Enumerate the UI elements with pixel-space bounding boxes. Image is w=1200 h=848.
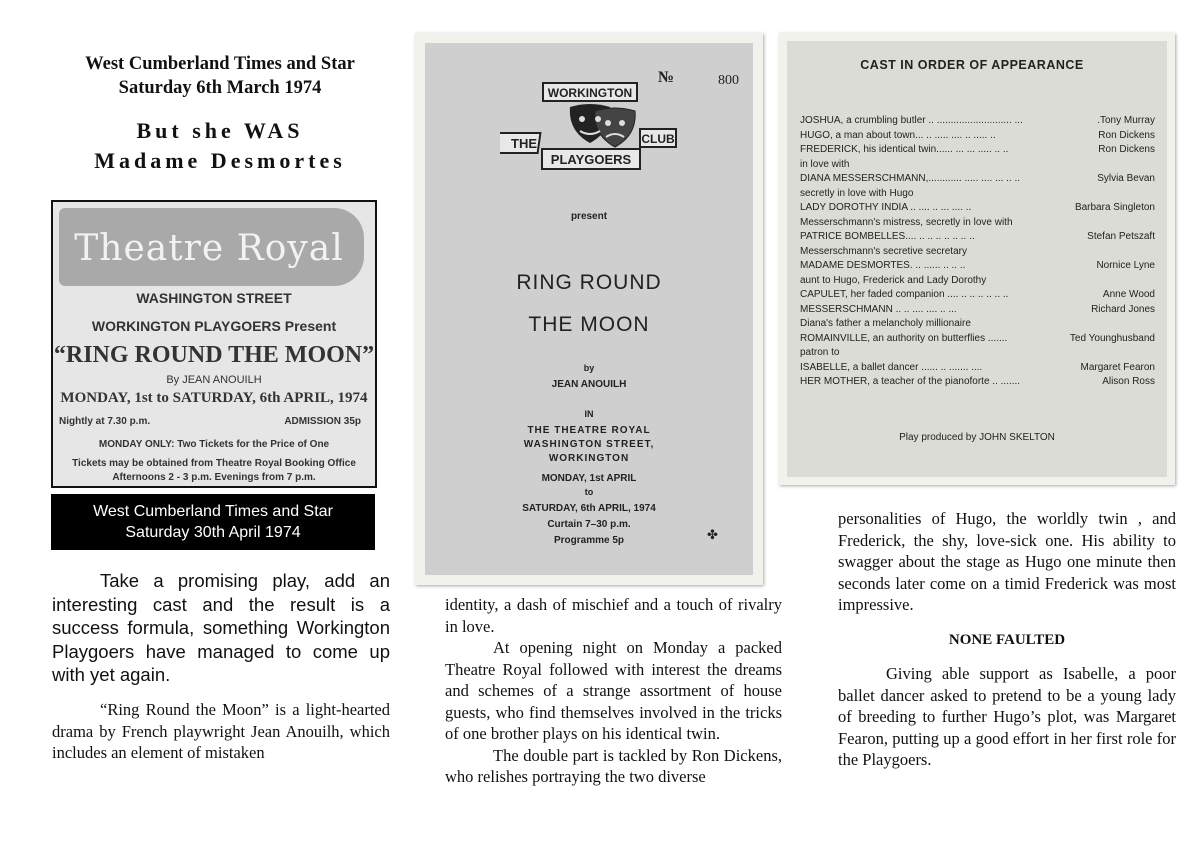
cast-actor: Ron Dickens (1098, 144, 1155, 155)
review-paragraph-1: “Ring Round the Moon” is a light-hearted drama by French playwright Jean Anouilh, which includes an element of mistaken (52, 700, 390, 762)
cast-row (800, 332, 1155, 347)
advert-hours: Afternoons 2 - 3 p.m. Evenings from 7 p.m. (112, 472, 316, 483)
programme-price: Programme 5p (553, 535, 625, 546)
cast-actor: Ron Dickens (1098, 129, 1155, 141)
review-lead: Take a promising play, add an interesting cast and the result is a success formula, something Workington Playgoers have managed to come up with yet again. (52, 570, 390, 685)
cast-role: CAPULET, her faded companion .... .. .. .. .. .. .. (800, 289, 1009, 300)
cast-description: Messerschmann's secretive secretary (800, 245, 967, 257)
review-paragraph-6: Giving able support as Isabelle, a poor ballet dancer asked to pretend to be a young lady of breeding to further Hugo’s plot, was Margaret Fearon, putting up a good effort in her first role for the Playgoers. (838, 664, 1176, 769)
cast-description: aunt to Hugo, Frederick and Lady Dorothy (800, 274, 987, 286)
cast-list-page (787, 41, 1167, 477)
logo-top-text: WORKINGTON (547, 86, 633, 100)
theatre-name: Theatre Royal (74, 228, 344, 269)
cast-row (800, 259, 1155, 274)
cast-actor: Nornice Lyne (1096, 260, 1155, 271)
cast-actor: Stefan Petszaft (1087, 231, 1155, 242)
logo-right-text: CLUB (641, 132, 675, 146)
review-column-middle (445, 594, 782, 788)
programme-venue-3: WORKINGTON (548, 453, 630, 464)
programme-author: JEAN ANOUILH (551, 379, 627, 390)
cast-row (800, 172, 1155, 187)
programme-venue-2: WASHINGTON STREET, (523, 439, 655, 450)
cast-actor: Sylvia Bevan (1097, 173, 1155, 184)
cast-row (800, 288, 1155, 303)
headline-line-2: Madame Desmortes (94, 148, 346, 173)
newspaper-header (40, 52, 400, 100)
newspaper-name: West Cumberland Times and Star (85, 54, 355, 74)
review-paragraph-3: At opening night on Monday a packed Theatre Royal followed with interest the dreams and schemes of a strange assortment of house guests, who find themselves involved in the tricks of one brother plays on his identical twin. (445, 638, 782, 743)
cast-description: secretly in love with Hugo (800, 187, 914, 199)
programme-title-line-1: RING ROUND (516, 271, 662, 294)
programme-in: IN (584, 409, 594, 419)
advert-dates: MONDAY, 1st to SATURDAY, 6th APRIL, 1974 (60, 390, 368, 406)
cast-description: Messerschmann's mistress, secretly in love with (800, 216, 1013, 228)
programme-title-line-2: THE MOON (528, 313, 650, 336)
programme-number-label: № (658, 69, 675, 86)
article-headline (40, 116, 400, 176)
programme-start-date: MONDAY, 1st APRIL (541, 473, 637, 484)
cast-actor: Barbara Singleton (1074, 202, 1155, 213)
cast-row (800, 361, 1155, 376)
cast-role: JOSHUA, a crumbling butler .. ........................... ... (800, 115, 1023, 126)
programme-cover (415, 33, 763, 585)
producer-credit: Play produced by JOHN SKELTON (899, 432, 1055, 443)
advert-nightly: Nightly at 7.30 p.m. (59, 416, 151, 427)
cast-actor: Ted Younghusband (1069, 332, 1155, 344)
logo-left-text: THE (511, 136, 537, 151)
newspaper-date: Saturday 6th March 1974 (118, 78, 322, 98)
programme-end-date: SATURDAY, 6th APRIL, 1974 (522, 503, 656, 514)
cast-row (800, 303, 1155, 318)
cast-role: ROMAINVILLE, an authority on butterflies ....... (800, 332, 1008, 344)
caption-paper: West Cumberland Times and Star (93, 503, 333, 520)
cast-title: CAST IN ORDER OF APPEARANCE (860, 58, 1084, 72)
cast-row (800, 201, 1155, 216)
cast-actor: .Tony Murray (1097, 115, 1155, 126)
review-paragraph-5: personalities of Hugo, the worldly twin , and Frederick, the shy, love-sick one. His ability to swagger about the stage as Hugo one minute then seconds later come on a timid Frederick was most impressive. (838, 509, 1176, 614)
programme-by: by (583, 363, 595, 373)
review-column-right (838, 508, 1176, 771)
cast-list-card (779, 33, 1175, 485)
programme-to: to (584, 487, 594, 497)
advert-presents: WORKINGTON PLAYGOERS Present (91, 318, 337, 334)
review-paragraph-4: The double part is tackled by Ron Dickens, who relishes portraying the two diverse (445, 745, 782, 786)
cast-row (800, 230, 1155, 245)
cast-role: PATRICE BOMBELLES.... .. .. .. .. .. .. .. (800, 231, 975, 242)
logo-bottom-text: PLAYGOERS (550, 152, 632, 167)
review-caption (51, 494, 375, 550)
cast-role: FREDERICK, his identical twin...... ... ... ..... .. .. (800, 144, 1009, 155)
cast-row (800, 143, 1155, 158)
cast-row (800, 375, 1155, 390)
cast-row (800, 114, 1155, 129)
programme-curtain: Curtain 7–30 p.m. (547, 519, 631, 530)
cast-actor: Anne Wood (1102, 289, 1155, 300)
cast-role: MESSERSCHMANN .. .. .... .... .. ... (800, 303, 957, 315)
advert-title: “RING ROUND THE MOON” (53, 342, 375, 368)
ornament-icon: ✤ (707, 527, 718, 542)
advert-street: WASHINGTON STREET (136, 290, 292, 306)
headline-line-1: But she WAS (136, 118, 304, 143)
cast-description: Diana's father a melancholy millionaire (800, 318, 971, 329)
programme-page (425, 43, 753, 575)
cast-role: DIANA MESSERSCHMANN,............ ..... .... ... .. .. (800, 173, 1021, 184)
cast-actor: Margaret Fearon (1080, 361, 1155, 373)
review-paragraph-2: identity, a dash of mischief and a touch of rivalry in love. (445, 595, 782, 636)
cast-actor: Richard Jones (1091, 303, 1155, 315)
cast-role: HUGO, a man about town... .. ..... .... .. ..... .. (800, 129, 996, 141)
programme-number: 800 (718, 73, 739, 88)
cast-description: patron to (800, 347, 840, 358)
scroll-banner (59, 208, 364, 286)
advert-author: By JEAN ANOUILH (166, 374, 262, 386)
newspaper-advert-clipping (51, 200, 377, 488)
advert-tickets: Tickets may be obtained from Theatre Royal Booking Office (72, 458, 356, 469)
cast-role: ISABELLE, a ballet dancer ...... .. ....... .... (800, 361, 983, 373)
review-subheading: NONE FAULTED (948, 631, 1066, 648)
advert-admission: ADMISSION 35p (284, 416, 361, 427)
cast-row (800, 129, 1155, 144)
cast-role: LADY DOROTHY INDIA .. .... .. ... .... .. (800, 202, 972, 213)
cast-role: HER MOTHER, a teacher of the pianoforte .. ....... (800, 376, 1021, 387)
cast-list (800, 114, 1155, 390)
cast-actor: Alison Ross (1102, 376, 1155, 387)
caption-date: Saturday 30th April 1974 (125, 524, 301, 541)
cast-description: in love with (800, 158, 850, 170)
advert-offer: MONDAY ONLY: Two Tickets for the Price of One (98, 439, 330, 450)
playgoers-club-logo (500, 79, 680, 179)
cast-role: MADAME DESMORTES. .. ...... .. .. .. (800, 260, 966, 271)
programme-venue-1: THE THEATRE ROYAL (527, 425, 651, 436)
programme-present: present (570, 211, 608, 222)
